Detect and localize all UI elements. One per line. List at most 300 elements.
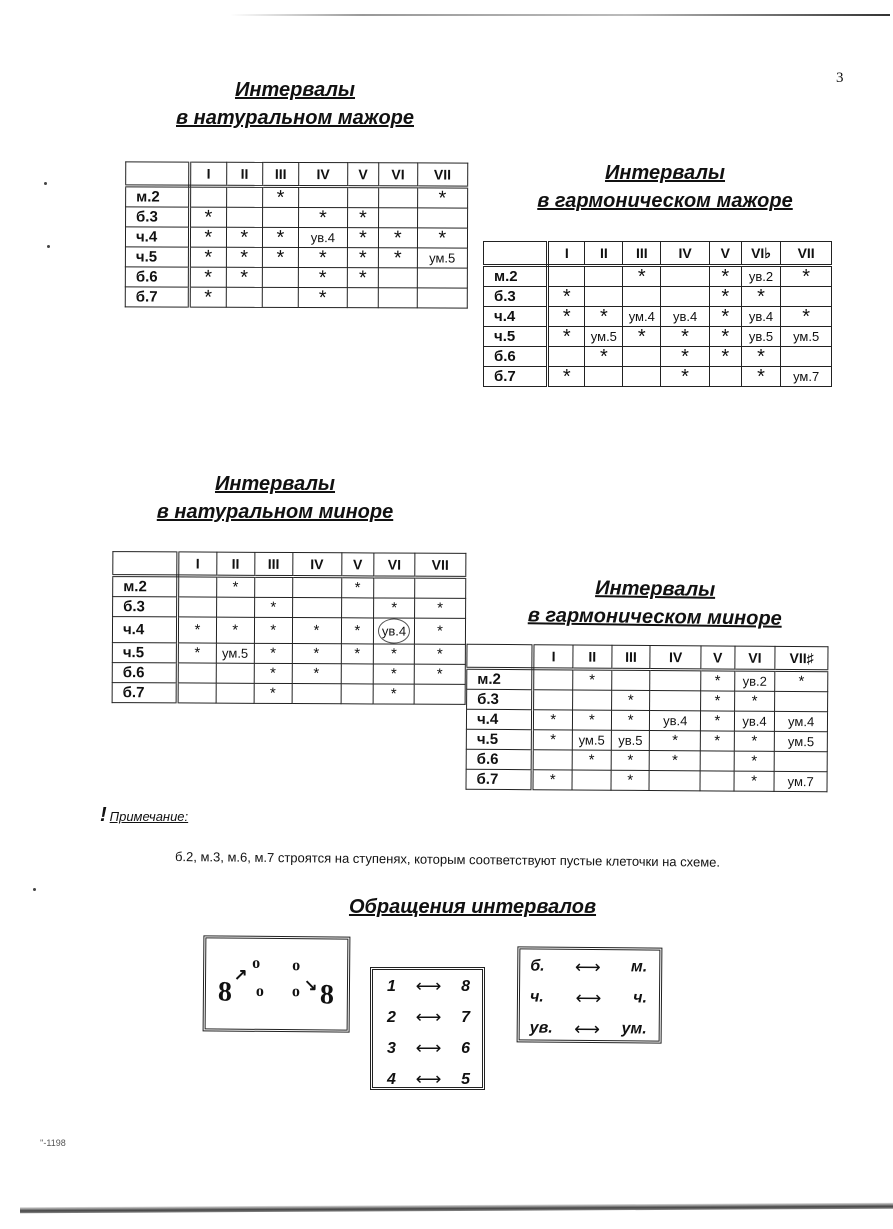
asterisk-mark: *: [741, 347, 781, 367]
asterisk-mark: *: [189, 267, 226, 287]
title-line2: в натуральном мажоре: [176, 107, 414, 129]
interval-number: 3: [387, 1039, 396, 1057]
asterisk-mark: *: [701, 670, 735, 691]
table-row: [125, 247, 467, 268]
asterisk-mark: *: [700, 731, 734, 751]
interval-cell: ум.4: [775, 711, 828, 731]
empty-cell: [379, 208, 417, 228]
interval-label: б.6: [484, 347, 548, 367]
double-arrow-icon: ⟷: [415, 1007, 442, 1027]
asterisk-mark: *: [709, 327, 741, 347]
asterisk-mark: *: [661, 347, 710, 367]
empty-cell: [226, 207, 262, 227]
interval-cell: ув.4: [661, 307, 710, 327]
empty-cell: [216, 663, 254, 683]
empty-cell: [226, 186, 262, 207]
interval-number: 1: [387, 977, 396, 995]
empty-cell: [216, 597, 254, 617]
asterisk-mark: *: [374, 598, 415, 618]
interval-cell: ув.5: [741, 327, 781, 347]
asterisk-mark: *: [178, 643, 216, 663]
degree-header: I: [178, 552, 216, 576]
interval-label: б.3: [467, 689, 534, 709]
asterisk-mark: *: [254, 683, 292, 703]
interval-cell: ум.4: [623, 307, 661, 327]
interval-cell: ум.5: [781, 327, 832, 347]
header-row: [467, 644, 828, 671]
scan-edge-bottom: [20, 1203, 893, 1214]
interval-label: ч.4: [125, 227, 189, 247]
header-row: [126, 162, 468, 187]
scan-speck: [47, 245, 50, 248]
page-number: 3: [836, 70, 844, 86]
interval-quality: ч.: [633, 989, 648, 1007]
interval-label: б.7: [125, 287, 189, 307]
empty-cell: [611, 669, 650, 690]
interval-cell: ум.5: [417, 248, 468, 268]
empty-cell: [623, 287, 661, 307]
degree-header: VI: [374, 553, 415, 577]
asterisk-mark: *: [611, 770, 650, 790]
footer-code: ''-1198: [40, 1138, 66, 1148]
title-natural-major: [145, 76, 445, 132]
asterisk-mark: *: [262, 227, 298, 247]
asterisk-mark: *: [572, 710, 611, 730]
asterisk-mark: *: [548, 307, 585, 327]
asterisk-mark: *: [254, 663, 292, 683]
asterisk-mark: *: [341, 644, 374, 664]
empty-cell: [347, 288, 379, 308]
note-upper-left: o: [252, 954, 261, 972]
empty-cell: [533, 690, 573, 710]
interval-quality: ув.: [529, 1019, 553, 1037]
empty-cell: [189, 186, 226, 207]
table-row: [467, 689, 828, 712]
asterisk-mark: *: [414, 598, 465, 618]
table-row: [484, 287, 832, 307]
asterisk-mark: *: [775, 670, 828, 691]
interval-label: ч.5: [466, 729, 533, 749]
asterisk-mark: *: [299, 248, 347, 268]
degree-header: IV: [299, 163, 348, 187]
asterisk-mark: *: [781, 266, 832, 287]
note-heading: Примечание:: [109, 809, 189, 824]
empty-cell: [585, 266, 623, 287]
asterisk-mark: *: [548, 327, 585, 347]
interval-label: б.7: [112, 683, 177, 703]
empty-cell: [623, 347, 661, 367]
empty-cell: [533, 750, 573, 770]
empty-cell: [623, 367, 661, 387]
asterisk-mark: *: [417, 187, 468, 208]
double-arrow-icon: ⟷: [575, 987, 602, 1008]
title-line1: Интервалы: [604, 162, 726, 184]
interval-cell: [374, 618, 415, 644]
header-row: [484, 242, 832, 266]
table-row: [484, 327, 832, 347]
table-row: [113, 597, 466, 619]
empty-cell: [417, 288, 468, 308]
interval-cell: ум.5: [585, 327, 623, 347]
asterisk-mark: *: [533, 730, 573, 750]
empty-cell: [178, 576, 216, 597]
asterisk-mark: *: [734, 751, 775, 771]
title-harmonic-major: [500, 159, 830, 215]
interval-label: б.6: [112, 663, 177, 683]
inversion-row: [373, 1032, 482, 1063]
title-line2: в гармоническом мажоре: [537, 190, 793, 212]
asterisk-mark: *: [709, 266, 741, 287]
asterisk-mark: *: [709, 307, 741, 327]
degree-header: VII♯: [775, 646, 828, 670]
degree-header: VII: [415, 553, 466, 577]
interval-label: б.6: [125, 267, 189, 287]
empty-cell: [700, 751, 734, 771]
degree-header: V: [701, 646, 735, 670]
degree-header: VII: [417, 163, 468, 187]
double-arrow-icon: ⟷: [415, 976, 442, 996]
degree-header: III: [262, 162, 298, 186]
degree-header: VI♭: [741, 242, 781, 266]
asterisk-mark: *: [347, 228, 379, 248]
corner-cell: [113, 552, 178, 576]
note-lower-right: o: [291, 983, 301, 1001]
interval-cell: ув.4: [741, 307, 781, 327]
asterisk-mark: *: [650, 751, 701, 771]
empty-cell: [548, 266, 585, 287]
asterisk-mark: *: [189, 227, 226, 247]
asterisk-mark: *: [650, 731, 701, 751]
inversion-row: [520, 980, 659, 1012]
asterisk-mark: *: [741, 287, 781, 307]
down-arrow-icon: ↘: [303, 977, 318, 995]
interval-cell: ув.4: [734, 711, 775, 731]
up-arrow-icon: ↗: [234, 966, 248, 984]
double-arrow-icon: ⟷: [574, 956, 601, 977]
asterisk-mark: *: [734, 691, 775, 711]
table-row: [126, 186, 468, 208]
note-lower-left: o: [255, 982, 265, 1000]
asterisk-mark: *: [189, 247, 226, 267]
empty-cell: [178, 663, 216, 683]
asterisk-mark: *: [178, 617, 216, 643]
interval-label: ч.4: [466, 709, 533, 729]
title-line2: в натуральном миноре: [156, 501, 394, 523]
asterisk-mark: *: [623, 327, 661, 347]
degree-header: II: [226, 162, 262, 186]
asterisk-mark: *: [226, 247, 262, 267]
table-row: [484, 367, 832, 387]
corner-cell: [467, 644, 534, 668]
empty-cell: [341, 598, 374, 618]
asterisk-mark: *: [414, 664, 465, 684]
empty-cell: [262, 287, 298, 307]
interval-label: б.3: [113, 597, 178, 617]
interval-cell: ум.5: [572, 730, 611, 750]
asterisk-mark: *: [189, 207, 226, 227]
interval-label: м.2: [467, 668, 534, 689]
empty-cell: [533, 669, 573, 690]
inversion-row: [373, 970, 482, 1001]
scan-edge-top: [230, 14, 890, 16]
asterisk-mark: *: [623, 266, 661, 287]
asterisk-mark: *: [573, 669, 612, 690]
asterisk-mark: *: [661, 327, 710, 347]
inversion-row: [520, 949, 659, 981]
corner-cell: [126, 162, 190, 186]
interval-label: ч.4: [112, 617, 177, 643]
interval-label: ч.5: [112, 643, 177, 663]
empty-cell: [299, 187, 347, 208]
asterisk-mark: *: [347, 268, 379, 288]
interval-label: м.2: [113, 576, 178, 597]
empty-cell: [216, 683, 254, 703]
table-row: [466, 749, 827, 772]
empty-cell: [347, 187, 379, 208]
corner-cell: [484, 242, 548, 266]
interval-quality: ч.: [529, 988, 544, 1006]
interval-label: ч.5: [484, 327, 548, 347]
asterisk-mark: *: [611, 750, 650, 770]
asterisk-mark: *: [373, 684, 414, 704]
asterisk-mark: *: [734, 731, 775, 751]
empty-cell: [775, 691, 828, 711]
empty-cell: [255, 576, 293, 597]
empty-cell: [417, 208, 468, 228]
interval-cell: ум.5: [775, 731, 828, 751]
degree-header: V: [347, 163, 379, 187]
empty-cell: [775, 751, 828, 771]
interval-label: б.3: [126, 207, 190, 227]
asterisk-mark: *: [254, 643, 292, 663]
asterisk-mark: *: [379, 248, 417, 268]
interval-quality: м.: [630, 958, 648, 976]
empty-cell: [292, 598, 341, 618]
degree-header: III: [612, 645, 651, 669]
intervals-table-natural-minor: [112, 551, 467, 705]
interval-label: м.2: [126, 186, 190, 207]
asterisk-mark: *: [189, 287, 226, 307]
title-harmonic-minor: [495, 573, 816, 633]
interval-number: 6: [461, 1039, 470, 1057]
asterisk-mark: *: [379, 228, 417, 248]
table-row: [484, 347, 832, 367]
empty-cell: [292, 577, 341, 598]
empty-cell: [661, 266, 710, 287]
degree-header: II: [585, 242, 623, 266]
degree-header: VI: [734, 646, 775, 670]
asterisk-mark: *: [533, 710, 573, 730]
asterisk-mark: *: [299, 208, 347, 228]
double-arrow-icon: ⟷: [415, 1038, 442, 1058]
empty-cell: [661, 287, 710, 307]
asterisk-mark: *: [292, 644, 341, 664]
empty-cell: [650, 691, 701, 711]
empty-cell: [650, 670, 701, 691]
asterisk-mark: *: [254, 617, 292, 643]
asterisk-mark: *: [298, 268, 346, 288]
degree-header: II: [216, 552, 254, 576]
empty-cell: [378, 288, 416, 308]
table-row: [125, 227, 467, 248]
empty-cell: [585, 287, 623, 307]
interval-quality: б.: [530, 957, 545, 975]
exclamation-icon: !: [100, 804, 107, 826]
degree-header: I: [533, 645, 573, 669]
interval-label: ч.4: [484, 307, 548, 327]
asterisk-mark: *: [548, 287, 585, 307]
interval-label: б.3: [484, 287, 548, 307]
degree-header: IV: [661, 242, 710, 266]
intervals-table-natural-major: [125, 161, 469, 308]
empty-cell: [649, 771, 700, 791]
empty-cell: [709, 367, 741, 387]
octave-right: 8: [319, 979, 335, 1011]
interval-cell: ув.5: [611, 730, 650, 750]
empty-cell: [414, 577, 465, 598]
asterisk-mark: *: [226, 267, 262, 287]
asterisk-mark: *: [700, 711, 734, 731]
table-row: [466, 729, 827, 752]
degree-header: I: [548, 242, 585, 266]
interval-number: 5: [461, 1070, 470, 1088]
header-row: [113, 552, 466, 578]
asterisk-mark: *: [374, 644, 415, 664]
asterisk-mark: *: [262, 186, 298, 207]
asterisk-mark: *: [347, 248, 379, 268]
asterisk-mark: *: [298, 288, 346, 308]
note-label: [100, 804, 188, 827]
table-row: [126, 207, 468, 228]
asterisk-mark: *: [661, 367, 710, 387]
asterisk-mark: *: [347, 208, 379, 228]
degree-header: II: [573, 645, 612, 669]
scan-speck: [33, 888, 36, 891]
inversion-row: [520, 1011, 659, 1043]
double-arrow-icon: ⟷: [415, 1069, 442, 1089]
inversion-row: [373, 1001, 482, 1032]
double-arrow-icon: ⟷: [574, 1018, 601, 1039]
asterisk-mark: *: [532, 770, 572, 790]
interval-label: ч.5: [125, 247, 189, 267]
asterisk-mark: *: [548, 367, 585, 387]
table-row: [125, 287, 467, 308]
table-row: [112, 643, 465, 665]
empty-cell: [177, 683, 215, 703]
scan-speck: [44, 182, 47, 185]
empty-cell: [379, 268, 417, 288]
degree-header: V: [709, 242, 741, 266]
degree-header: IV: [292, 553, 341, 577]
asterisk-mark: *: [611, 710, 650, 730]
interval-label: б.7: [484, 367, 548, 387]
asterisk-mark: *: [417, 228, 468, 248]
interval-cell: ум.5: [216, 643, 254, 663]
asterisk-mark: *: [216, 617, 254, 643]
asterisk-mark: *: [341, 618, 374, 644]
interval-number: 7: [461, 1008, 470, 1026]
degree-header: III: [623, 242, 661, 266]
asterisk-mark: *: [414, 618, 465, 644]
empty-cell: [781, 287, 832, 307]
interval-cell: ум.7: [774, 771, 827, 791]
asterisk-mark: *: [216, 576, 254, 597]
interval-number: 4: [387, 1070, 396, 1088]
asterisk-mark: *: [262, 247, 298, 267]
asterisk-mark: *: [254, 597, 292, 617]
degree-header: VI: [379, 163, 417, 187]
note-upper-right: o: [292, 957, 301, 975]
empty-cell: [700, 771, 734, 791]
empty-cell: [548, 347, 585, 367]
asterisk-mark: *: [292, 664, 341, 684]
empty-cell: [414, 684, 465, 704]
table-row: [467, 668, 828, 692]
asterisk-mark: *: [414, 644, 465, 664]
intervals-table-harmonic-major: [483, 241, 832, 387]
interval-label: б.7: [466, 769, 533, 789]
empty-cell: [262, 267, 298, 287]
empty-cell: [226, 287, 262, 307]
empty-cell: [292, 684, 341, 704]
asterisk-mark: *: [292, 618, 341, 644]
empty-cell: [341, 684, 374, 704]
asterisk-mark: *: [341, 577, 374, 598]
asterisk-mark: *: [734, 771, 775, 791]
interval-label: м.2: [484, 266, 548, 287]
empty-cell: [374, 577, 415, 598]
interval-number: 2: [387, 1008, 396, 1026]
table-row: [466, 769, 827, 792]
interval-cell: ув.4: [650, 711, 701, 731]
asterisk-mark: *: [701, 691, 735, 711]
asterisk-mark: *: [709, 287, 741, 307]
degree-header: III: [255, 552, 293, 576]
empty-cell: [585, 367, 623, 387]
empty-cell: [178, 597, 216, 617]
title-line1: Интервалы: [595, 577, 716, 601]
table-row: [484, 266, 832, 287]
table-row: [466, 709, 827, 732]
interval-number: 8: [461, 977, 470, 995]
degree-header: IV: [650, 646, 701, 670]
inversion-numbers-box: [370, 967, 485, 1090]
asterisk-mark: *: [226, 227, 262, 247]
interval-quality: ум.: [621, 1020, 647, 1038]
empty-cell: [262, 207, 298, 227]
table-row: [112, 683, 465, 705]
table-row: [112, 663, 465, 685]
inversion-row: [373, 1063, 482, 1094]
interval-cell: ум.7: [781, 367, 832, 387]
inversion-qualities-box: [517, 946, 663, 1043]
asterisk-mark: *: [585, 347, 623, 367]
interval-cell: ув.2: [734, 670, 775, 691]
octave-left: 8: [217, 976, 233, 1008]
interval-label: б.6: [466, 749, 533, 769]
title-line1: Интервалы: [214, 473, 336, 495]
empty-cell: [572, 770, 611, 790]
degree-header: V: [341, 553, 374, 577]
title-inversions-text: Обращения интервалов: [348, 896, 597, 918]
empty-cell: [781, 347, 832, 367]
inversion-notation-box: [203, 935, 351, 1032]
table-row: [113, 576, 466, 599]
asterisk-mark: *: [373, 664, 414, 684]
empty-cell: [417, 268, 468, 288]
asterisk-mark: *: [741, 367, 781, 387]
empty-cell: [572, 690, 611, 710]
